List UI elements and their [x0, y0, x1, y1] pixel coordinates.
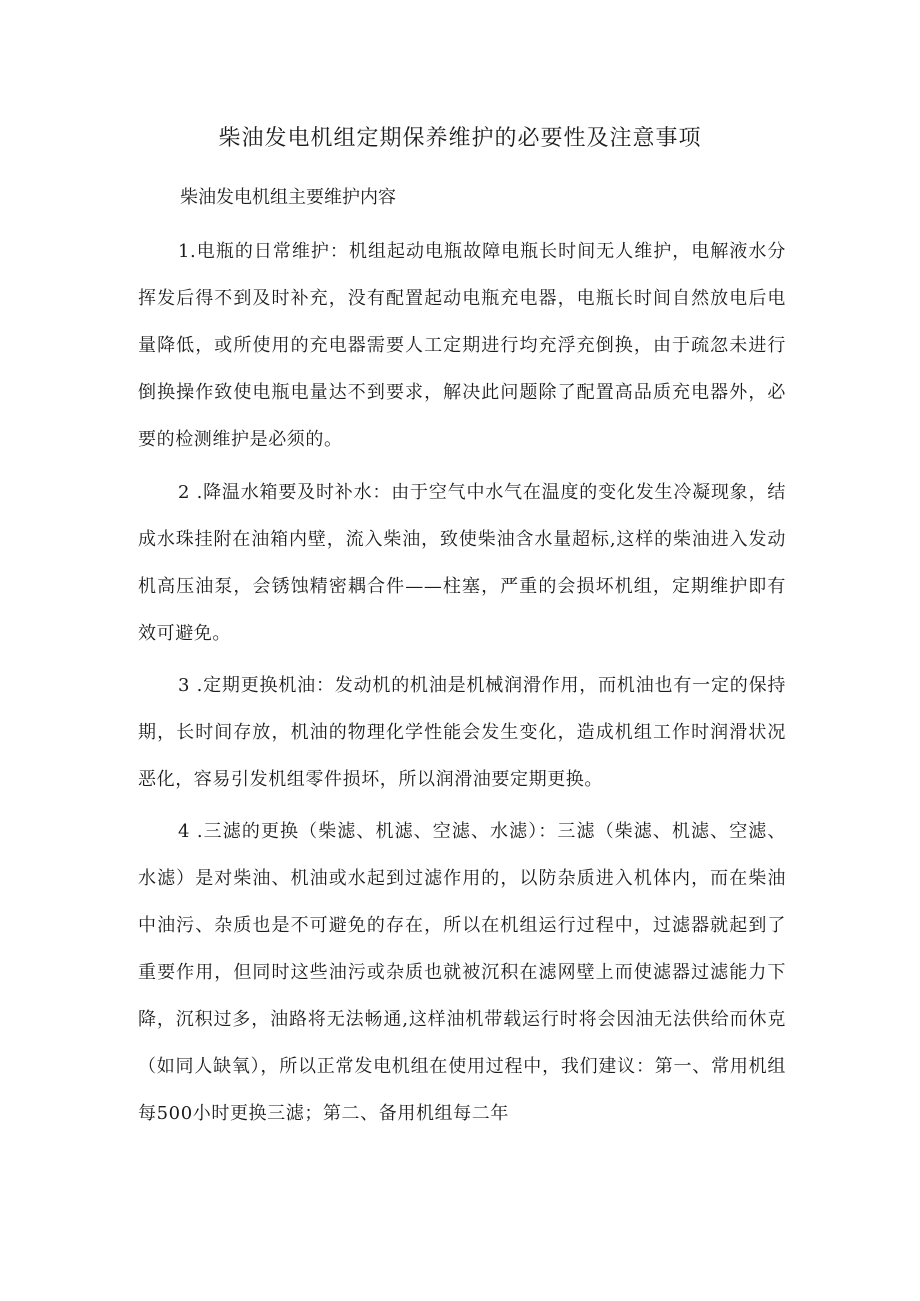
- paragraph-oil-change: 3 .定期更换机油：发动机的机油是机械润滑作用，而机油也有一定的保持期，长时间存放，机油的物理化学性能会发生变化，造成机组工作时润滑状况恶化，容易引发机组零件损坏，所以润滑油要定期更换。: [138, 675, 786, 790]
- paragraph-water-tank: 2 .降温水箱要及时补水：由于空气中水气在温度的变化发生冷凝现象，结成水珠挂附在油箱内壁，流入柴油，致使柴油含水量超标,这样的柴油进入发动机高压油泵，会锈蚀精密耦合件——柱塞，严重的会损坏机组，定期维护即有效可避免。: [138, 482, 786, 644]
- paragraph-filter-replacement: 4 .三滤的更换（柴滤、机滤、空滤、水滤）：三滤（柴滤、机滤、空滤、水滤）是对柴油、机油或水起到过滤作用的，以防杂质进入机体内，而在柴油中油污、杂质也是不可避免的存在，所以在机组运行过程中，过滤器就起到了重要作用，但同时这些油污或杂质也就被沉积在滤网壁上而使滤器过滤能力下降，沉积过多，油路将无法畅通,这样油机带载运行时将会因油无法供给而休克（如同人缺氧），所以正常发电机组在使用过程中，我们建议：第一、常用机组每500小时更换三滤；第二、备用机组每二年: [138, 821, 786, 1124]
- document-title: 柴油发电机组定期保养维护的必要性及注意事项: [218, 126, 702, 151]
- section-heading: 柴油发电机组主要维护内容: [180, 187, 396, 208]
- paragraph-battery-maintenance: 1.电瓶的日常维护：机组起动电瓶故障电瓶长时间无人维护，电解液水分挥发后得不到及时补充，没有配置起动电瓶充电器，电瓶长时间自然放电后电量降低，或所使用的充电器需要人工定期进行均充浮充倒换，由于疏忽未进行倒换操作致使电瓶电量达不到要求，解决此问题除了配置高品质充电器外，必要的检测维护是必须的。: [138, 241, 786, 450]
